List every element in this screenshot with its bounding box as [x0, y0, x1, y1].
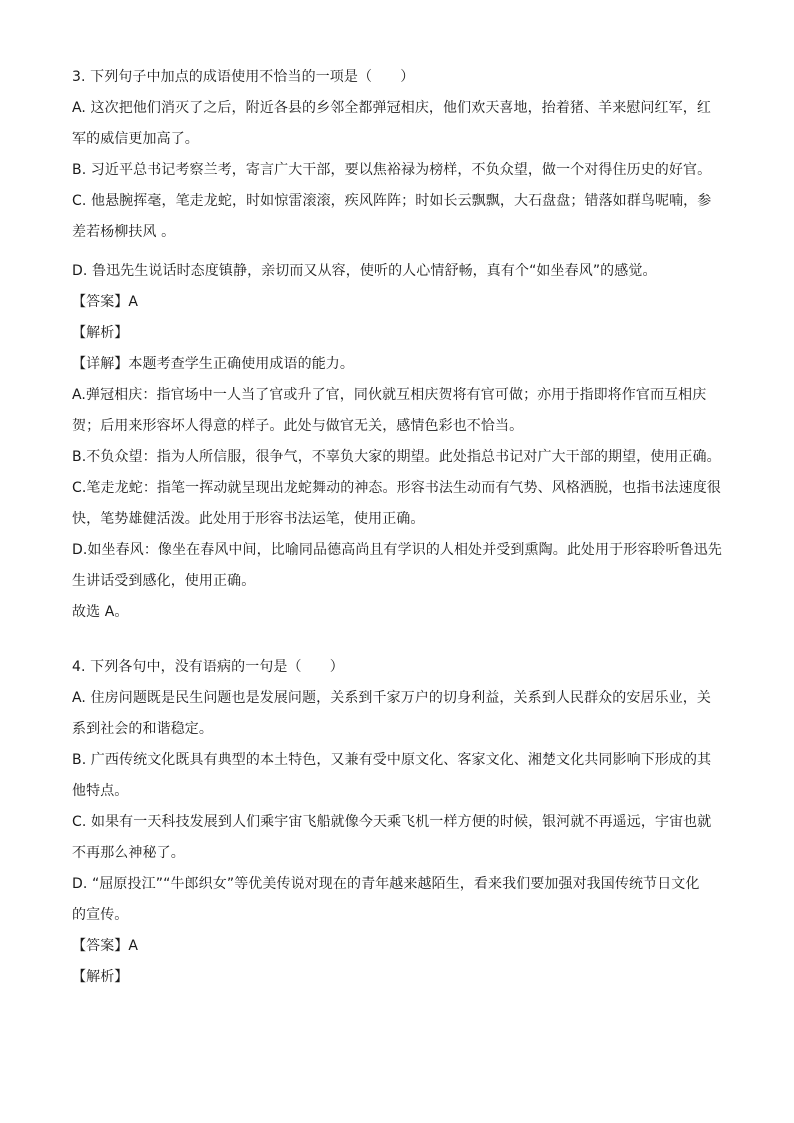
question-3-option-b: B. 习近平总书记考察兰考，寄言广大干部，要以焦裕禄为榜样，不负众望，做一个对得住历史的好官。 [72, 162, 712, 178]
question-3-explanation-d-line-1: D.如坐春风：像坐在春风中间，比喻同品德高尚且有学识的人相处并受到熏陶。此处用于形容聆听鲁迅先 [72, 542, 722, 558]
question-4-option-a-line-2: 系到社会的和谐稳定。 [72, 721, 213, 737]
question-3 [72, 62, 724, 628]
question-4-option-d-line-2: 的宣传。 [72, 907, 129, 923]
question-3-detail: 【详解】本题考查学生正确使用成语的能力。 [72, 356, 354, 372]
document-content [72, 62, 724, 993]
question-3-explanation-a-line-2: 贺；后用来形容坏人得意的样子。此处与做官无关，感情色彩也不恰当。 [72, 418, 524, 434]
question-4-option-c-line-1: C. 如果有一天科技发展到人们乘宇宙飞船就像今天乘飞机一样方便的时候，银河就不再遥远，宇宙也就 [72, 814, 712, 830]
question-4-option-c-line-2: 不再那么神秘了。 [72, 845, 185, 861]
question-4-option-b-line-2: 他特点。 [72, 783, 129, 799]
question-3-option-c-line-1: C. 他悬腕挥毫，笔走龙蛇，时如惊雷滚滚，疾风阵阵；时如长云飘飘，大石盘盘；错落如群鸟呢喃，参 [72, 193, 712, 209]
question-4-answer: 【答案】A [72, 938, 139, 954]
question-4 [72, 652, 724, 993]
question-3-explanation-c-line-2: 快，笔势雄健活泼。此处用于形容书法运笔，使用正确。 [72, 511, 425, 527]
spacer [72, 248, 724, 256]
question-4-option-d-line-1: D. “屈原投江”“牛郎织女”等优美传说对现在的青年越来越陌生，看来我们要加强对我国传统节日文化 [72, 876, 700, 892]
question-3-option-c-line-2: 差若杨柳扶风 。 [72, 224, 176, 240]
question-4-option-a-line-1: A. 住房问题既是民生问题也是发展问题，关系到千家万户的切身利益，关系到人民群众的安居乐业，关 [72, 690, 711, 706]
question-3-explanation-d-line-2: 生讲话受到感化，使用正确。 [72, 573, 256, 589]
question-4-analysis-heading: 【解析】 [72, 969, 129, 985]
question-3-analysis-heading: 【解析】 [72, 325, 129, 341]
question-3-explanation-b: B.不负众望：指为人所信服，很争气，不辜负大家的期望。此处指总书记对广大干部的期望，使用正确。 [72, 449, 721, 465]
question-3-answer: 【答案】A [72, 294, 139, 310]
question-3-explanation-a-line-1: A.弹冠相庆：指官场中一人当了官或升了官，同伙就互相庆贺将有官可做；亦用于指即将作官而互相庆 [72, 387, 707, 403]
question-4-stem: 4. 下列各句中，没有语病的一句是（ ） [72, 659, 344, 675]
question-3-explanation-c-line-1: C.笔走龙蛇：指笔一挥动就呈现出龙蛇舞动的神态。形容书法生动而有气势、风格洒脱，也指书法速度很 [72, 480, 721, 496]
question-3-stem: 3. 下列句子中加点的成语使用不恰当的一项是（ ） [72, 69, 415, 85]
question-divider-space [72, 628, 724, 652]
question-3-option-d: D. 鲁迅先生说话时态度镇静，亲切而又从容，使听的人心情舒畅，真有个“如坐春风”的感觉。 [72, 263, 657, 279]
question-4-option-b-line-1: B. 广西传统文化既具有典型的本土特色，又兼有受中原文化、客家文化、湘楚文化共同影响下形成的其 [72, 752, 712, 768]
question-3-option-a-line-2: 军的威信更加高了。 [72, 131, 199, 147]
question-3-option-a-line-1: A. 这次把他们消灭了之后，附近各县的乡邻全都弹冠相庆，他们欢天喜地，抬着猪、羊来慰问红军，红 [72, 100, 711, 116]
question-3-choice: 故选 A。 [72, 604, 129, 620]
